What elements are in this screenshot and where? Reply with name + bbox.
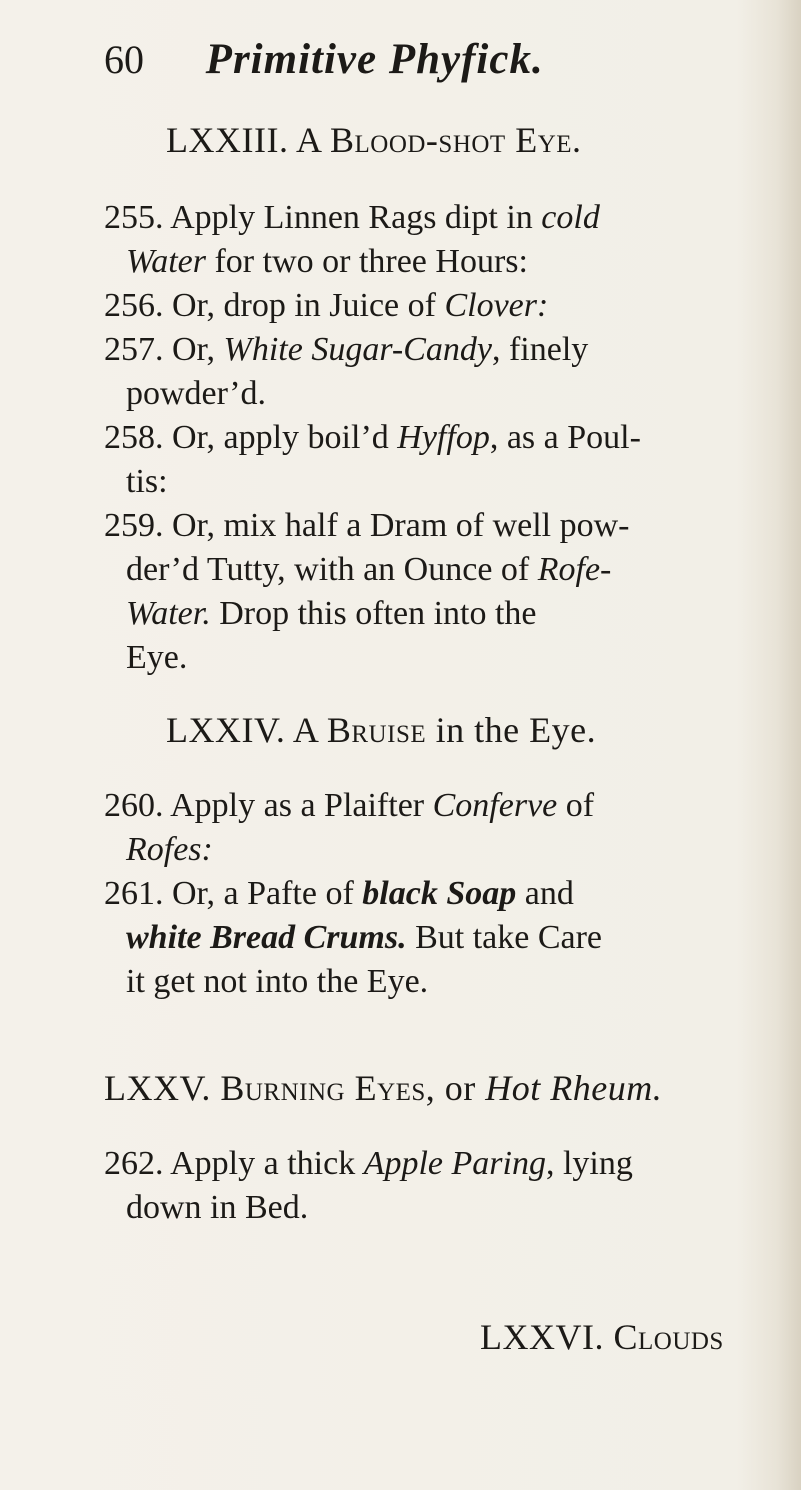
text-line: it get not into the Eye.	[126, 963, 429, 1000]
remedy-entry	[104, 1142, 774, 1230]
heading-numeral: LXXIII.	[166, 120, 289, 160]
entry-number: 260.	[104, 787, 171, 824]
heading-title: Bruise	[326, 710, 427, 750]
entry-number: 258.	[104, 419, 172, 456]
heading-rest: or	[444, 1068, 476, 1108]
heading-italic: Hot Rheum.	[485, 1068, 663, 1108]
text-line: white Bread Crums. But take Care	[126, 919, 603, 956]
text-line: 256. Or, drop in Juice of Clover:	[104, 287, 549, 324]
italic-term: cold	[541, 199, 600, 236]
italic-term: Water	[126, 243, 206, 280]
catchword-title: Clouds	[613, 1317, 724, 1357]
heading-numeral: LXXIV.	[166, 710, 286, 750]
entry-number: 262.	[104, 1145, 171, 1182]
italic-term: Rofes:	[126, 831, 213, 868]
italic-term: White Sugar-Candy	[223, 331, 492, 368]
heading-title: Blood-shot Eye.	[329, 120, 582, 160]
text-line: tis:	[126, 463, 168, 500]
text-line: Eye.	[126, 639, 188, 676]
remedy-entry	[104, 504, 774, 680]
italic-term: Clover:	[444, 287, 549, 324]
section-body-lxxv	[104, 1142, 774, 1230]
catchword-numeral: LXXVI.	[480, 1317, 604, 1357]
running-title: Primitive Phyfick.	[205, 36, 544, 83]
entry-number: 257.	[104, 331, 172, 368]
section-heading-lxxiv	[166, 712, 801, 748]
text-line: 261. Or, a Pafte of black Soap and	[104, 875, 574, 912]
section-body-lxxiii	[104, 196, 774, 680]
entry-number: 255.	[104, 199, 171, 236]
italic-term: Conferve	[432, 787, 558, 824]
text-line: Water for two or three Hours:	[126, 243, 528, 280]
entry-number: 259.	[104, 507, 172, 544]
italic-term: Water.	[126, 595, 211, 632]
text-line: Water. Drop this often into the	[126, 595, 537, 632]
heading-numeral: LXXV.	[104, 1068, 211, 1108]
text-line: 260. Apply as a Plaifter Conferve of	[104, 787, 595, 824]
section-body-lxxiv	[104, 784, 774, 1004]
heading-rest: in the Eye.	[435, 710, 597, 750]
text-line: 259. Or, mix half a Dram of well pow-	[104, 507, 630, 544]
section-heading-lxxv	[104, 1070, 774, 1106]
page-number: 60	[104, 37, 144, 82]
entry-number: 256.	[104, 287, 172, 324]
text-line: der’d Tutty, with an Ounce of Rofe-	[126, 551, 612, 588]
remedy-entry	[104, 416, 774, 504]
running-header	[104, 38, 544, 81]
section-heading-lxxiii	[166, 122, 801, 158]
text-line: 255. Apply Linnen Rags dipt in cold	[104, 199, 600, 236]
bold-italic-term: black Soap	[362, 875, 517, 912]
remedy-entry	[104, 872, 774, 1004]
bold-italic-term: white Bread Crums.	[126, 919, 407, 956]
heading-article: A	[292, 710, 318, 750]
text-line: 257. Or, White Sugar-Candy, finely	[104, 331, 589, 368]
heading-title: Burning Eyes,	[220, 1068, 436, 1108]
remedy-entry	[104, 328, 774, 416]
remedy-entry	[104, 196, 774, 284]
italic-term: Apple Paring	[363, 1145, 546, 1182]
text-line: powder’d.	[126, 375, 267, 412]
text-line: down in Bed.	[126, 1189, 309, 1226]
heading-article: A	[295, 120, 321, 160]
catchword	[480, 1316, 724, 1358]
text-line: 258. Or, apply boil’d Hyffop, as a Poul-	[104, 419, 641, 456]
text-line: 262. Apply a thick Apple Paring, lying	[104, 1145, 633, 1182]
remedy-entry	[104, 784, 774, 872]
italic-term: Hyffop	[397, 419, 490, 456]
entry-number: 261.	[104, 875, 172, 912]
text-line	[104, 828, 774, 872]
remedy-entry	[104, 284, 774, 328]
italic-term: Rofe-	[537, 551, 612, 588]
